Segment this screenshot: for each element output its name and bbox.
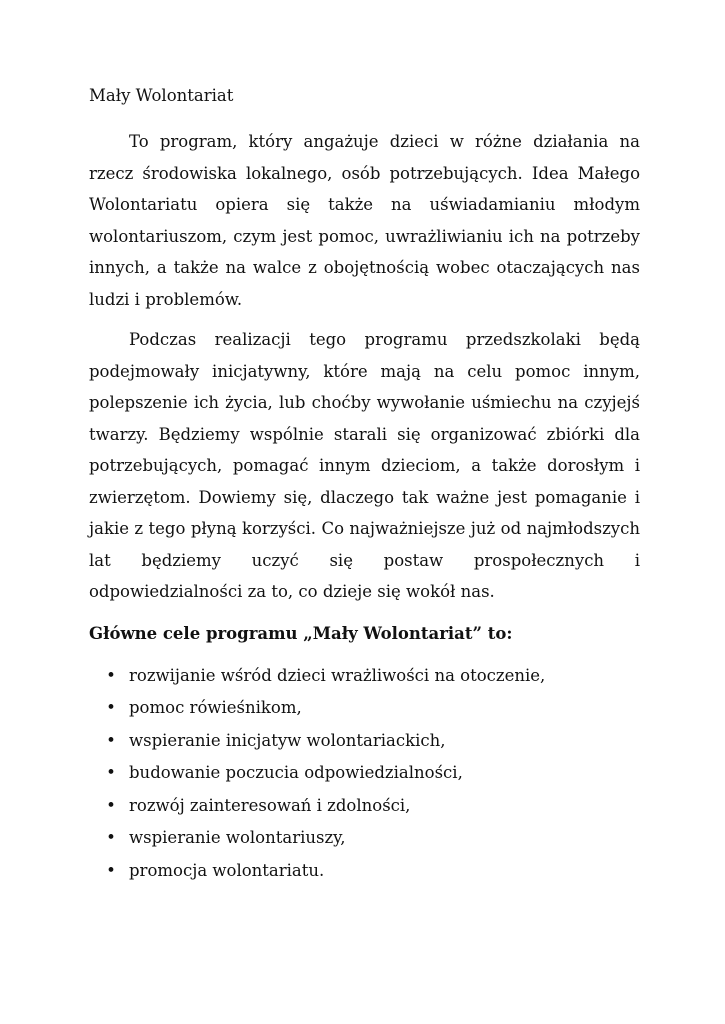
list-item-text: wspieranie inicjatyw wolontariackich, (129, 730, 446, 750)
bullet-icon: • (106, 763, 116, 782)
intro-paragraph: To program, który angażuje dzieci w różne działania na rzecz środowiska lokalnego, osób potrzebujących. Idea Małego Wolontariatu opiera się także na uświadamianiu młodym wolontariuszom, czym jest pomoc, uwrażliwianiu ich na potrzeby innych, a także na walce z obojętnością wobec otaczających nas ludzi i problemów. (89, 132, 640, 309)
document-title: Mały Wolontariat (89, 86, 234, 105)
list-item-text: budowanie poczucia odpowiedzialności, (129, 763, 463, 782)
list-item (89, 822, 640, 855)
list-item-text: rozwój zainteresowań i zdolności, (129, 795, 411, 815)
list-item (89, 790, 640, 823)
list-item-text: promocja wolontariatu. (129, 860, 325, 880)
document-page (89, 84, 640, 887)
list-item (89, 660, 640, 693)
list-item (89, 757, 640, 790)
bullet-icon: • (106, 665, 116, 685)
list-item-text: rozwijanie wśród dzieci wrażliwości na otoczenie, (129, 665, 546, 685)
bullet-icon: • (106, 698, 116, 717)
bullet-icon: • (106, 795, 116, 815)
list-item (89, 725, 640, 758)
list-item-text: pomoc rówieśnikom, (129, 698, 302, 717)
bullet-icon: • (106, 730, 116, 750)
bullet-icon: • (106, 828, 116, 847)
goals-list (89, 660, 640, 888)
bullet-icon: • (106, 860, 116, 880)
list-item (89, 692, 640, 725)
list-item (89, 855, 640, 888)
list-item-text: wspieranie wolontariuszy, (129, 828, 346, 847)
goals-heading: Główne cele programu „Mały Wolontariat” to: (89, 623, 513, 643)
program-description-paragraph: Podczas realizacji tego programu przedszkolaki będą podejmowały inicjatywny, które mają na celu pomoc innym, polepszenie ich życia, lub choćby wywołanie uśmiechu na czyjejś twarzy. Będziemy wspólnie starali się organizować zbiórki dla potrzebujących, pomagać innym dzieciom, a także dorosłym i zwierzętom. Dowiemy się, dlaczego tak ważne jest pomaganie i jakie z tego płyną korzyści. Co najważniejsze już od najmłodszych lat będziemy uczyć się postaw prospołecznych i odpowiedzialności za to, co dzieje się wokół nas. (89, 330, 640, 601)
